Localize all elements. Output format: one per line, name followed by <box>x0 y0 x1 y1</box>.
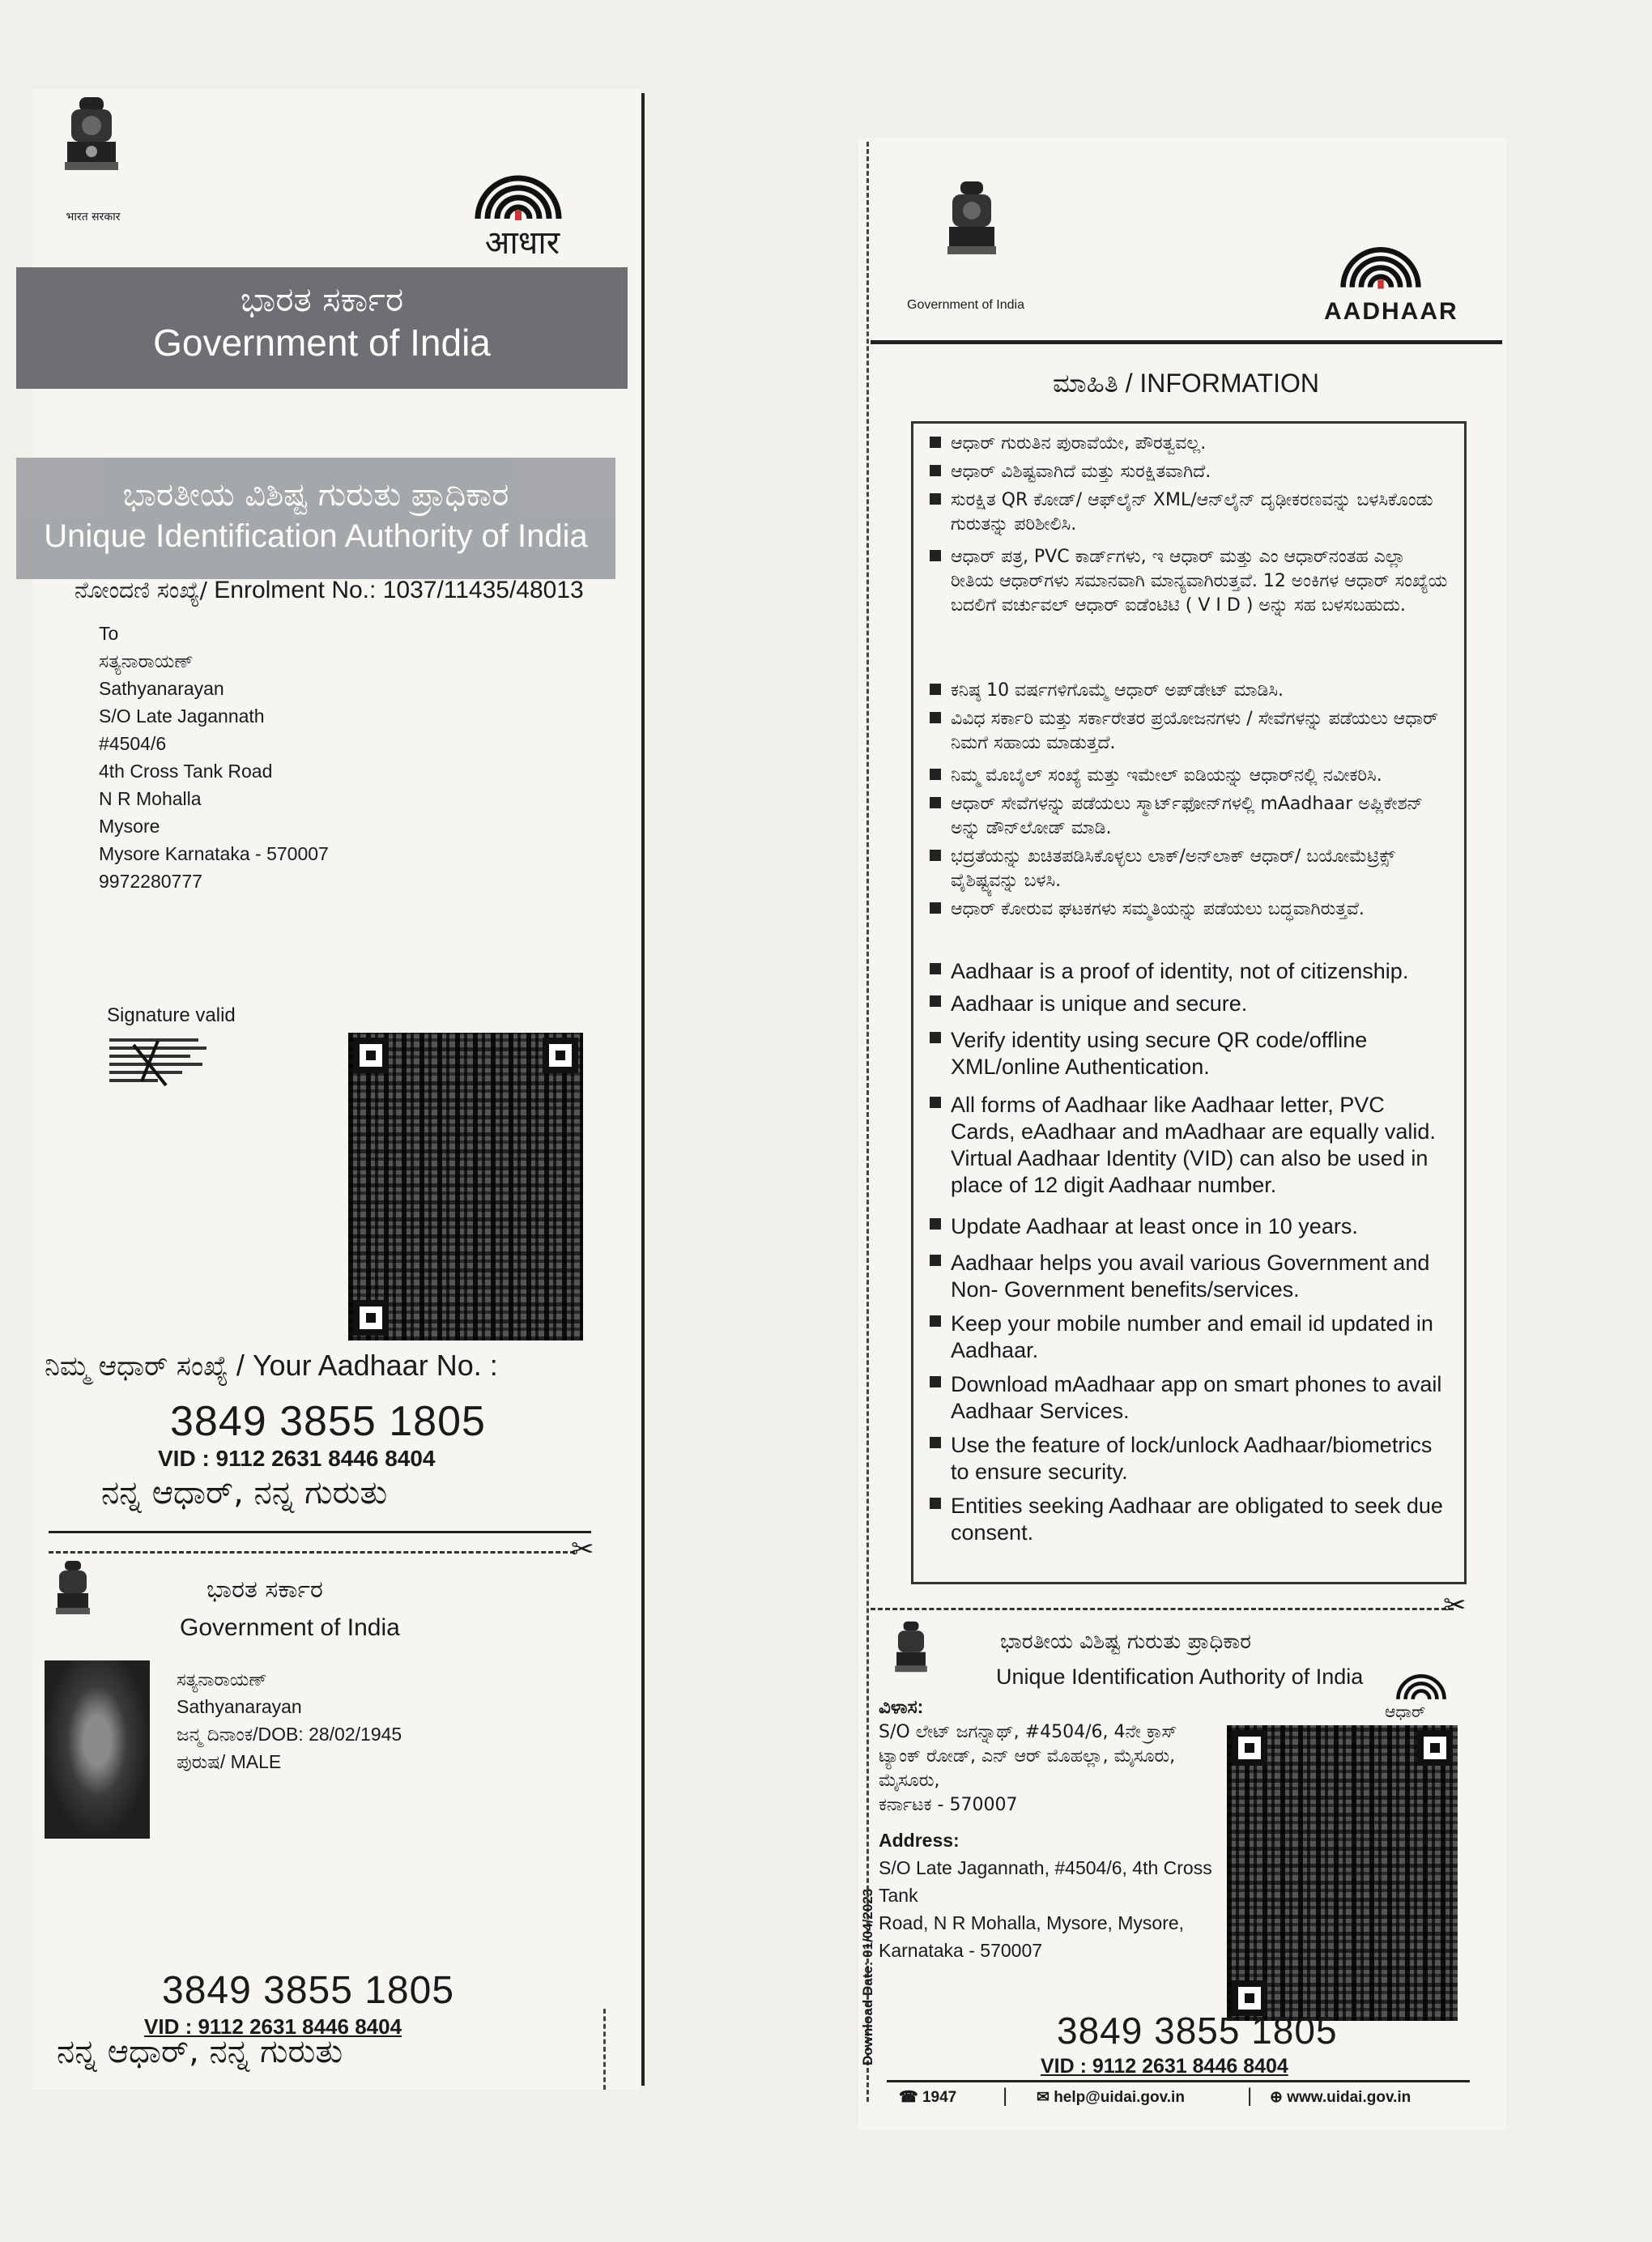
card-address-kn: ವಿಳಾಸ: S/O ಲೇಟ್ ಜಗನ್ನಾಥ್, #4504/6, 4ನೇ ಕ್ರಾಸ್ ಟ್ಯಾಂಕ್ ರೋಡ್, ಎನ್ ಆರ್ ಮೊಹಲ್ಲಾ, ಮೈಸೂರು, ಮೈಸೂರು, ಕರ್ನಾಟಕ - 570007 <box>879 1696 1177 1815</box>
card-name-kn: ಸತ್ಯನಾರಾಯಣ್ <box>177 1670 267 1690</box>
uidai-title-kn: ಭಾರತೀಯ ವಿಶಿಷ್ಟ ಗುರುತು ಪ್ರಾಧಿಕಾರ <box>122 476 509 514</box>
footer-separator: | <box>1247 2085 1253 2107</box>
cut-line-left <box>603 2009 606 2090</box>
card-dob: ಜನ್ಮ ದಿನಾಂಕ/DOB: 28/02/1945 <box>177 1724 402 1745</box>
uidai-title-en: Unique Identification Authority of India <box>44 518 588 554</box>
list-item: ಆಧಾರ್ ಸೇವೆಗಳನ್ನು ಪಡೆಯಲು ಸ್ಮಾರ್ಟ್‌ಫೋನ್‌ಗಳಲ್ಲಿ mAadhaar ಅಪ್ಲಿಕೇಶನ್ ಅನ್ನು ಡೌನ್‌ಲೋಡ್ ಮಾಡಿ. <box>930 792 1450 841</box>
list-item: ಆಧಾರ್ ವಿಶಿಷ್ಟವಾಗಿದೆ ಮತ್ತು ಸುರಕ್ಷಿತವಾಗಿದೆ. <box>930 460 1450 484</box>
address-line: Mysore <box>99 816 160 837</box>
enrolment-label-kn: ನೋಂದಣಿ ಸಂಖ್ಯೆ/ <box>75 577 207 603</box>
scissors-icon: ✂ <box>1443 1589 1467 1622</box>
card-name-en: Sathyanarayan <box>177 1696 302 1717</box>
card-vid-number: VID : 9112 2631 8446 8404 <box>144 2014 402 2039</box>
card-gender: ಪುರುಷ/ MALE <box>177 1751 282 1772</box>
aadhaar-number: 3849 3855 1805 <box>170 1398 486 1445</box>
list-item: ಭದ್ರತೆಯನ್ನು ಖಚಿತಪಡಿಸಿಕೊಳ್ಳಲು ಲಾಕ್/ಅನ್‌ಲಾಕ್ ಆಧಾರ್/ ಬಯೋಮೆಟ್ರಿಕ್ಸ್ ವೈಶಿಷ್ಟ್ಯವನ್ನು ಬಳಸಿ. <box>930 845 1450 893</box>
list-item: Verify identity using secure QR code/offline XML/online Authentication. <box>930 1027 1450 1081</box>
divider <box>49 1531 591 1533</box>
list-item: Aadhaar is unique and secure. <box>930 991 1450 1017</box>
aadhaar-logo-icon <box>1389 1656 1454 1705</box>
mail-icon: ✉ <box>1037 2089 1050 2106</box>
fold-line-right <box>866 142 869 2102</box>
address-line: Mysore Karnataka - 570007 <box>99 843 329 864</box>
cut-line <box>871 1608 1454 1610</box>
aadhaar-label-kn: ನಿಮ್ಮ ಆಧಾರ್ ಸಂಖ್ಯೆ <box>45 1350 228 1383</box>
signature-status: Signature valid <box>107 1004 236 1026</box>
list-item: Aadhaar helps you avail various Government and Non- Government benefits/services. <box>930 1250 1450 1303</box>
gov-title-en: Government of India <box>153 322 491 364</box>
holder-photo <box>45 1660 150 1839</box>
aadhaar-logo-icon <box>462 146 575 227</box>
ashoka-emblem-icon <box>53 1559 93 1632</box>
aadhaar-logo-icon <box>1328 219 1433 296</box>
address-line: ಸತ್ಯನಾರಾಯಣ್ <box>99 650 194 671</box>
enrolment-row <box>75 577 641 604</box>
emblem-caption: Government of India <box>907 298 1024 312</box>
list-item: ಆಧಾರ್ ಗುರುತಿನ ಪುರಾವೆಯೇ, ಪೌರತ್ವವಲ್ಲ. <box>930 432 1450 456</box>
aadhaar-logo-text: आधार <box>484 224 560 262</box>
enrolment-label-en: Enrolment No.: <box>214 577 377 603</box>
list-item: Keep your mobile number and email id updated in Aadhaar. <box>930 1311 1450 1364</box>
card-aadhaar-number: 3849 3855 1805 <box>162 1969 455 2012</box>
list-item: Download mAadhaar app on smart phones to avail Aadhaar Services. <box>930 1371 1450 1425</box>
phone-number: 9972280777 <box>99 871 202 892</box>
list-item: All forms of Aadhaar like Aadhaar letter, PVC Cards, eAadhaar and mAadhaar are equally valid. Virtual Aadhaar Identity (VID) can also be used in place of 12 digit Aadhaar number. <box>930 1092 1450 1199</box>
info-title <box>1053 369 1319 399</box>
info-title-text: ಮಾಹಿತಿ / INFORMATION <box>1053 369 1319 398</box>
card-address-en: Address: S/O Late Jagannath, #4504/6, 4th Cross Tank Road, N R Mohalla, Mysore, Mysore, Karnataka - 570007 <box>879 1830 1212 1961</box>
card-gov-en: Government of India <box>180 1614 400 1641</box>
card-uidai-en: Unique Identification Authority of India <box>996 1664 1364 1689</box>
card-vid-number: VID : 9112 2631 8446 8404 <box>1041 2055 1288 2078</box>
address-line: 4th Cross Tank Road <box>99 761 273 782</box>
phone-icon: ☎ <box>899 2089 918 2106</box>
list-item: Update Aadhaar at least once in 10 years. <box>930 1213 1450 1240</box>
list-item: ಸುರಕ್ಷಿತ QR ಕೋಡ್/ ಆಫ್‌ಲೈನ್ XML/ಆನ್‌ಲೈನ್ ದೃಢೀಕರಣವನ್ನು ಬಳಸಿಕೊಂಡು ಗುರುತನ್ನು ಪರಿಶೀಲಿಸಿ. <box>930 488 1450 537</box>
download-date: Download Date: 01/04/2023 <box>860 1888 875 2065</box>
cut-line <box>49 1551 575 1554</box>
footer-separator: | <box>1003 2085 1008 2107</box>
header-rule <box>871 340 1502 344</box>
footer-email: ✉ help@uidai.gov.in <box>1037 2089 1185 2106</box>
qr-code <box>348 1033 583 1341</box>
aadhaar-no-label <box>45 1349 628 1383</box>
government-band <box>16 267 628 389</box>
fold-line-left <box>641 93 645 2086</box>
ashoka-emblem-icon <box>55 93 128 207</box>
card-holder-details <box>177 1669 541 1775</box>
uidai-band <box>16 458 615 579</box>
recipient-address <box>99 620 439 895</box>
card-tagline: ನನ್ನ ಆಧಾರ್, ನನ್ನ ಗುರುತು <box>57 2033 343 2070</box>
qr-code <box>1227 1725 1458 2021</box>
tagline: ನನ್ನ ಆಧಾರ್, ನನ್ನ ಗುರುತು <box>101 1474 388 1511</box>
enrolment-number: 1037/11435/48013 <box>382 577 584 603</box>
address-line: N R Mohalla <box>99 788 202 809</box>
card-aadhaar-number: 3849 3855 1805 <box>1057 2010 1338 2052</box>
list-item: ಕನಿಷ್ಠ 10 ವರ್ಷಗಳಿಗೊಮ್ಮೆ ಆಧಾರ್ ಅಪ್‌ಡೇಟ್ ಮಾಡಿಸಿ. <box>930 679 1450 703</box>
emblem-caption: भारत सरकार <box>66 211 121 224</box>
footer-phone: ☎ 1947 <box>899 2089 957 2106</box>
address-line: Sathyanarayan <box>99 678 224 699</box>
scissors-icon: ✂ <box>571 1533 594 1566</box>
list-item: ನಿಮ್ಮ ಮೊಬೈಲ್ ಸಂಖ್ಯೆ ಮತ್ತು ಇಮೇಲ್ ಐಡಿಯನ್ನು ಆಧಾರ್‌ನಲ್ಲಿ ನವೀಕರಿಸಿ. <box>930 764 1450 788</box>
address-line: #4504/6 <box>99 733 167 754</box>
aadhaar-label-en: / Your Aadhaar No. : <box>236 1349 498 1382</box>
ashoka-emblem-icon <box>891 1620 931 1689</box>
list-item: ಆಧಾರ್ ಪತ್ರ, PVC ಕಾರ್ಡ್‌ಗಳು, ಇ ಆಧಾರ್ ಮತ್ತು ಎಂ ಆಧಾರ್‌ನಂತಹ ಎಲ್ಲಾ ರೀತಿಯ ಆಧಾರ್‌ಗಳು ಸಮಾನವಾಗಿ ಮಾನ್ಯವಾಗಿರುತ್ತವೆ. 12 ಅಂಕಿಗಳ ಆಧಾರ್ ಸಂಖ್ಯೆಯ ಬದಲಿಗೆ ವರ್ಚುವಲ್ ಆಧಾರ್ ಐಡೆಂಟಿಟಿ ( V I D ) ಅನ್ನು ಸಹ ಬಳಸಬಹುದು. <box>930 545 1450 618</box>
list-item: Entities seeking Aadhaar are obligated to seek due consent. <box>930 1493 1450 1546</box>
to-label: To <box>99 623 119 644</box>
information-box <box>911 421 1467 1584</box>
ashoka-emblem-icon <box>939 178 1004 283</box>
list-item: ವಿವಿಧ ಸರ್ಕಾರಿ ಮತ್ತು ಸರ್ಕಾರೇತರ ಪ್ರಯೋಜನಗಳು / ಸೇವೆಗಳನ್ನು ಪಡೆಯಲು ಆಧಾರ್ ನಿಮಗೆ ಸಹಾಯ ಮಾಡುತ್ತದೆ. <box>930 707 1450 756</box>
footer-web: ⊕ www.uidai.gov.in <box>1270 2089 1411 2106</box>
aadhaar-logo-text: AADHAAR <box>1324 298 1458 325</box>
card-gov-kn: ಭಾರತ ಸರ್ಕಾರ <box>206 1575 323 1604</box>
vid-number: VID : 9112 2631 8446 8404 <box>158 1446 436 1471</box>
gov-title-kn: ಭಾರತ ಸರ್ಕಾರ <box>240 279 404 319</box>
address-line: S/O Late Jagannath <box>99 705 265 727</box>
list-item: ಆಧಾರ್ ಕೋರುವ ಘಟಕಗಳು ಸಮ್ಮತಿಯನ್ನು ಪಡೆಯಲು ಬದ್ಧವಾಗಿರುತ್ತವೆ. <box>930 897 1450 922</box>
signature-stamp <box>109 1037 215 1093</box>
list-item: Use the feature of lock/unlock Aadhaar/biometrics to ensure security. <box>930 1432 1450 1485</box>
card-aadhaar-logo-text: ಆಧಾರ್ <box>1385 1702 1426 1721</box>
list-item: Aadhaar is a proof of identity, not of citizenship. <box>930 958 1450 985</box>
card-uidai-kn: ಭಾರತೀಯ ವಿಶಿಷ್ಟ ಗುರುತು ಪ್ರಾಧಿಕಾರ <box>1000 1630 1251 1654</box>
divider <box>887 2080 1470 2082</box>
globe-icon: ⊕ <box>1270 2089 1283 2106</box>
